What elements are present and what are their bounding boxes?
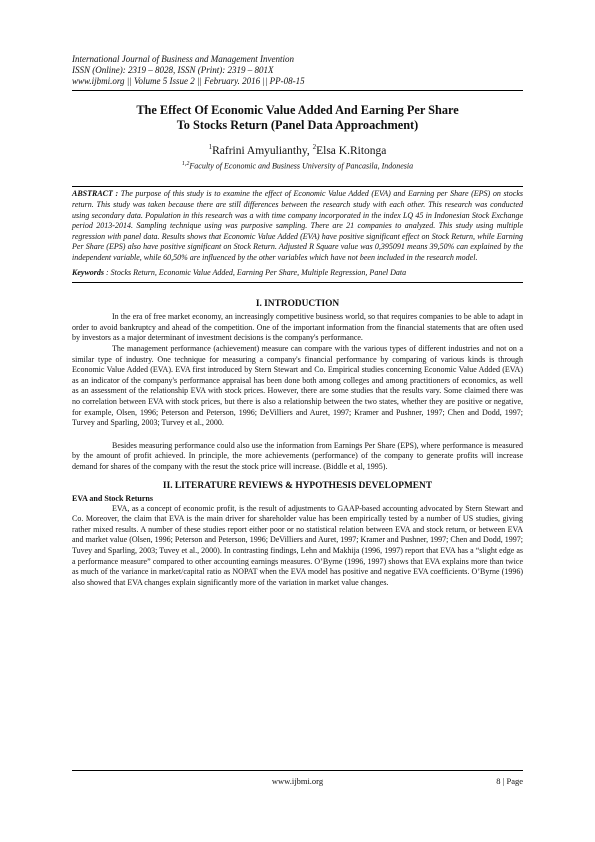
- author-1: Rafrini Amyulianthy,: [212, 144, 313, 157]
- abstract-text: The purpose of this study is to examine the effect of Economic Value Added (EVA) and Earning per Share (EPS) on stocks return. This study was taken because there are still differences between the research study with each other. This research was conducted using secondary data. Population in this research was a with time company incorporated in the index LQ 45 in Indonesian Stock Exchange period 2013-2014. Sampling technique using was purposive sampling. There are 21 companies to analyzed. This study using multiple regression with panel data. Results shows that Economic Value Added (EVA) have positive significant effect on Stock Return, while Earning Per Share (EPS) also have positive significant on Stock Return. Adjusted R Square value was 0,395091 means 39,50% can explained by the independent variable, while 60,50% are influenced by the other variables which have not been included in the research model.: [72, 189, 523, 263]
- abstract: [72, 189, 523, 263]
- footer-row: [72, 776, 523, 788]
- author2-superscript: 2: [312, 143, 317, 151]
- affiliation-superscript: 1,2: [181, 160, 190, 167]
- keywords-label: Keywords: [72, 267, 104, 277]
- title-line-2: To Stocks Return (Panel Data Approachment): [176, 118, 419, 132]
- header-divider: [72, 90, 523, 91]
- journal-issn: ISSN (Online): 2319 – 8028, ISSN (Print): 2319 – 801X: [72, 65, 274, 75]
- title-line-1: The Effect Of Economic Value Added And Earning Per Share: [136, 103, 459, 117]
- section-heading-literature: II. LITERATURE REVIEWS & HYPOTHESIS DEVELOPMENT: [162, 480, 433, 491]
- footer-divider: [72, 770, 523, 771]
- intro-paragraph-3: Besides measuring performance could also use the information from Earnings Per Share (EPS), where performance is measured by the amount of profit achieved. In principle, the more achievements (performance) of the company to generate profits will increase demand for shares of the company with the resut the stock price will increase. (Biddle et al, 1995).: [72, 440, 523, 471]
- footer-website: www.ijbmi.org: [271, 776, 324, 786]
- authors: [72, 140, 523, 158]
- abstract-top-divider: [72, 186, 523, 187]
- affiliation: [72, 159, 523, 172]
- author-2: Elsa K.Ritonga: [316, 144, 387, 157]
- abstract-bottom-divider: [72, 282, 523, 283]
- keywords-text: : Stocks Return, Economic Value Added, Earning Per Share, Multiple Regression, Panel Data: [104, 267, 407, 277]
- journal-name: International Journal of Business and Management Invention: [72, 54, 294, 64]
- abstract-label: ABSTRACT :: [72, 189, 121, 199]
- page-number: 8 | Page: [496, 776, 523, 786]
- affiliation-text: Faculty of Economic and Business University of Pancasila, Indonesia: [189, 161, 414, 171]
- paper-title: [72, 103, 523, 133]
- section-heading-introduction: I. INTRODUCTION: [255, 299, 340, 310]
- journal-header: [72, 54, 523, 87]
- eva-paragraph-1: EVA, as a concept of economic profit, is the result of adjustments to GAAP-based accounting advocated by Stern Stewart and Co. Moreover, the claim that EVA is the main driver for shareholder value has been empirically tested by a number of US studies, giving rather mixed results. A number of these studies report either poor or no statistical relation between EVA and stock return, or between EVA and market value (Olsen, 1996; Peterson and Peterson, 1996; DeVilliers and Auret, 1997; Kramer and Pushner, 1997; Chen and Dodd, 1997; Tuvey and Sparling, 2003; Tuvey et al., 2000). In contrasting findings, Lehn and Makhija (1996, 1997) report that EVA has a “slight edge as a performance measure” compared to other accounting earnings measures. O’Byrne (1996, 1997) shows that EVA explains more than twice as much of the variance in market/capital ratio as NOPAT when the EVA model has positive and negative EVA coefficients. O’Byrne (1996) also showed that EVA changes explain significantly more of the variation in market value changes.: [72, 503, 523, 587]
- journal-issue-info: www.ijbmi.org || Volume 5 Issue 2 || February. 2016 || PP-08-15: [72, 76, 305, 86]
- intro-paragraph-1: In the era of free market economy, an increasingly competitive business world, so that requires companies to be able to adapt in order to avoid bankruptcy and ahead of the competition. One of the important information from the financial statements that are often used by investors as a major determinant of investment decisions is the company's performance.: [72, 312, 523, 343]
- intro-paragraph-2: The management performance (achievement) measure can compare with the various types of different industries and not on a similar type of industry. One technique for measuring a company's financial performance by comparing of various kinds is through Economic Value Added (EVA). EVA first introduced by Stern Stewart and Co. Empirical studies concerning Economic Value Added (EVA) as an indicator of the company's performance appraisal has been done both among colleges and among practitioners of economics, as well as an assessment of the relationship EVA with stock prices. However, there are some studies that the results vary. Some claimed there was no correlation between EVA with stock prices, but there is also a relationship between the two states, whether they are positive or negative, for example, Olsen, 1996; Peterson and Peterson, 1996; DeVilliers and Auret, 1997; Kramer and Pushner, 1997; Chen and Dodd, 1997; Turvey and Sparling, 2003; Turvey et al., 2000.: [72, 344, 523, 428]
- keywords: [72, 268, 523, 279]
- subheading-eva-stock-returns: EVA and Stock Returns: [72, 493, 153, 503]
- page-footer: [72, 770, 523, 788]
- author1-superscript: 1: [208, 143, 213, 151]
